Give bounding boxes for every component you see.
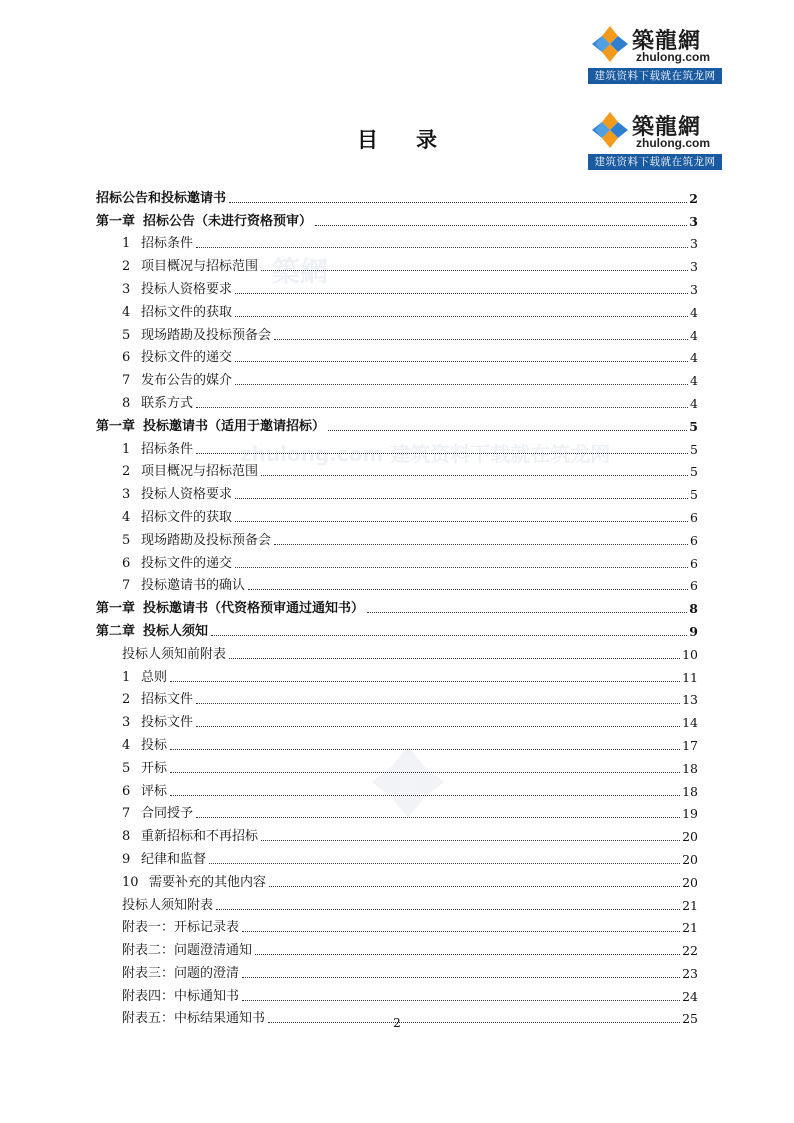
toc-entry-number: 4 [122, 304, 131, 320]
page-number: 2 [393, 1016, 401, 1030]
toc-entry-title: 投标邀请书（代资格预审通过通知书） [143, 601, 365, 617]
toc-entry-number: 9 [122, 851, 131, 867]
toc-page-number: 20 [682, 829, 698, 845]
toc-entry-title: 需要补充的其他内容 [149, 874, 267, 890]
toc-dot-leader [211, 634, 687, 636]
toc-entry-title: 附表四：中标通知书 [122, 988, 240, 1004]
toc-entry-number: 3 [122, 281, 131, 297]
logo-domain: zhulong.com [636, 50, 710, 64]
toc-entry[interactable] [96, 777, 698, 800]
toc-entry-title: 项目概况与招标范围 [141, 464, 259, 480]
toc-entry-title: 招标文件 [141, 692, 194, 708]
toc-chapter-entry[interactable] [96, 617, 698, 640]
toc-dot-leader [261, 474, 688, 476]
toc-entry[interactable] [96, 366, 698, 389]
toc-page-number: 5 [690, 441, 698, 457]
toc-dot-leader [170, 680, 680, 682]
toc-entry-number: 3 [122, 487, 131, 503]
toc-entry-title: 招标文件的获取 [141, 509, 233, 525]
toc-entry-number: 第二章 [96, 623, 136, 639]
toc-dot-leader [196, 702, 680, 704]
toc-entry-number: 4 [122, 509, 131, 525]
toc-dot-leader [235, 315, 688, 317]
toc-entry[interactable] [96, 252, 698, 275]
toc-page-number: 4 [690, 350, 698, 366]
toc-entry-title: 纪律和监督 [141, 851, 207, 867]
toc-entry[interactable] [96, 321, 698, 344]
toc-entry[interactable] [96, 708, 698, 731]
toc-entry-title: 投标文件的递交 [141, 555, 233, 571]
toc-entry-title: 现场踏勘及投标预备会 [141, 532, 272, 548]
toc-dot-leader [274, 338, 688, 340]
logo-brand: 築龍網 [632, 114, 702, 140]
toc-entry-title: 总则 [141, 669, 168, 685]
logo-brand: 築龍網 [632, 28, 702, 54]
toc-page-number: 11 [682, 669, 698, 685]
toc-page-number: 18 [682, 783, 698, 799]
toc-dot-leader [269, 885, 680, 887]
toc-entry-title: 附表三：问题的澄清 [122, 965, 240, 981]
toc-entry-title: 开标 [141, 760, 168, 776]
pinwheel-logo-icon [590, 24, 630, 64]
toc-dot-leader [248, 588, 688, 590]
toc-dot-leader [235, 566, 688, 568]
toc-page-number: 8 [689, 601, 698, 617]
toc-page-number: 18 [682, 760, 698, 776]
toc-entry-title: 评标 [141, 783, 168, 799]
toc-entry[interactable] [96, 298, 698, 321]
toc-entry-title: 附表五：中标结果通知书 [122, 1011, 266, 1027]
toc-entry-number: 1 [122, 441, 131, 457]
toc-dot-leader [235, 292, 688, 294]
toc-page-number: 17 [682, 737, 698, 753]
toc-page-number: 21 [682, 897, 698, 913]
toc-dot-leader [255, 953, 680, 955]
toc-entry-number: 6 [122, 350, 131, 366]
toc-entry-number: 7 [122, 806, 131, 822]
toc-entry-number: 1 [122, 669, 131, 685]
toc-entry-number: 6 [122, 555, 131, 571]
toc-dot-leader [229, 657, 680, 659]
toc-entry-title: 投标文件的递交 [141, 350, 233, 366]
toc-entry-number: 6 [122, 783, 131, 799]
toc-entry-title: 联系方式 [141, 395, 194, 411]
toc-entry-number: 10 [122, 874, 139, 890]
toc-entry-title: 投标 [141, 737, 168, 753]
toc-page-number: 3 [690, 236, 698, 252]
toc-entry[interactable] [96, 663, 698, 686]
toc-entry[interactable] [96, 389, 698, 412]
toc-entry[interactable] [96, 959, 698, 982]
toc-dot-leader [170, 794, 680, 796]
toc-entry-number: 第一章 [96, 601, 136, 617]
toc-dot-leader [242, 976, 680, 978]
toc-page-number: 9 [689, 623, 698, 639]
toc-entry[interactable] [96, 435, 698, 458]
toc-entry[interactable] [96, 845, 698, 868]
toc-entry-title: 发布公告的媒介 [141, 373, 233, 389]
toc-dot-leader [274, 543, 688, 545]
toc-dot-leader [196, 406, 688, 408]
toc-entry-number: 5 [122, 760, 131, 776]
toc-entry-number: 5 [122, 532, 131, 548]
toc-entry[interactable] [96, 686, 698, 709]
toc-entry-number: 第一章 [96, 418, 136, 434]
toc-entry[interactable] [96, 822, 698, 845]
toc-dot-leader [216, 908, 680, 910]
toc-entry-title: 附表二：问题澄清通知 [122, 943, 253, 959]
toc-page-number: 4 [690, 304, 698, 320]
toc-dot-leader [261, 269, 688, 271]
toc-entry-title: 投标邀请书的确认 [141, 578, 246, 594]
zhulong-logo [588, 22, 722, 84]
toc-page-number: 21 [682, 920, 698, 936]
toc-chapter-entry[interactable] [96, 412, 698, 435]
toc-entry-title: 投标人须知前附表 [122, 646, 227, 662]
toc-page-number: 6 [690, 509, 698, 525]
toc-page-number: 4 [690, 373, 698, 389]
toc-page-number: 19 [682, 806, 698, 822]
toc-page-number: 4 [690, 327, 698, 343]
toc-entry[interactable] [96, 800, 698, 823]
watermark-wide: zhulong.com 建筑资料下载就在筑龙网 [240, 442, 611, 466]
toc-entry-title: 招标文件的获取 [141, 304, 233, 320]
toc-entry-number: 5 [122, 327, 131, 343]
toc-entry[interactable] [96, 868, 698, 891]
toc-dot-leader [367, 611, 687, 613]
toc-entry-title: 重新招标和不再招标 [141, 829, 259, 845]
toc-page-number: 20 [682, 851, 698, 867]
toc-dot-leader [242, 999, 680, 1001]
toc-dot-leader [235, 520, 688, 522]
toc-entry[interactable] [96, 275, 698, 298]
toc-page-number: 22 [682, 943, 698, 959]
table-of-contents [96, 184, 698, 1027]
toc-entry[interactable] [96, 754, 698, 777]
toc-page-number: 20 [682, 874, 698, 890]
toc-entry-title: 附表一：开标记录表 [122, 920, 240, 936]
toc-page-number: 4 [690, 395, 698, 411]
page-title [0, 124, 794, 154]
toc-entry-number: 第一章 [96, 213, 136, 229]
logo-domain: zhulong.com [636, 136, 710, 150]
toc-entry-number: 3 [122, 715, 131, 731]
toc-entry[interactable] [96, 914, 698, 937]
toc-entry-title: 投标人资格要求 [141, 281, 233, 297]
toc-entry-title: 投标人须知 [143, 623, 209, 639]
toc-entry[interactable] [96, 458, 698, 481]
toc-entry-number: 8 [122, 829, 131, 845]
toc-page-number: 24 [682, 988, 698, 1004]
toc-page-number: 14 [682, 715, 698, 731]
toc-dot-leader [229, 201, 687, 203]
toc-entry-title: 投标文件 [141, 715, 194, 731]
toc-dot-leader [196, 452, 688, 454]
toc-dot-leader [170, 748, 680, 750]
toc-entry-title: 合同授予 [141, 806, 194, 822]
toc-entry-number: 7 [122, 578, 131, 594]
toc-entry-number: 1 [122, 236, 131, 252]
toc-entry[interactable] [96, 549, 698, 572]
toc-entry[interactable] [96, 230, 698, 253]
toc-dot-leader [196, 246, 688, 248]
toc-entry[interactable] [96, 982, 698, 1005]
toc-page-number: 5 [690, 464, 698, 480]
toc-chapter-entry[interactable] [96, 184, 698, 207]
toc-entry-title: 项目概况与招标范围 [141, 259, 259, 275]
toc-entry-number: 2 [122, 464, 131, 480]
toc-chapter-entry[interactable] [96, 594, 698, 617]
toc-entry[interactable] [96, 344, 698, 367]
toc-chapter-entry[interactable] [96, 207, 698, 230]
toc-dot-leader [235, 383, 688, 385]
toc-entry-number: 7 [122, 373, 131, 389]
toc-entry-title: 投标人须知附表 [122, 897, 214, 913]
toc-entry[interactable] [96, 526, 698, 549]
toc-dot-leader [209, 862, 680, 864]
toc-page-number: 23 [682, 965, 698, 981]
toc-dot-leader [315, 224, 687, 226]
watermark-small: 築網 [272, 255, 329, 288]
toc-entry-number: 8 [122, 395, 131, 411]
toc-dot-leader [242, 930, 680, 932]
toc-page-number: 6 [690, 555, 698, 571]
title-char-2: 录 [416, 128, 437, 152]
toc-page-number: 5 [689, 418, 698, 434]
toc-page-number: 6 [690, 578, 698, 594]
toc-entry-number: 2 [122, 259, 131, 275]
toc-page-number: 5 [690, 487, 698, 503]
logo-slogan: 建筑资料下载就在筑龙网 [588, 154, 722, 170]
toc-entry[interactable] [96, 572, 698, 595]
toc-dot-leader [170, 771, 680, 773]
toc-entry[interactable] [96, 891, 698, 914]
toc-dot-leader [196, 816, 680, 818]
toc-dot-leader [328, 429, 687, 431]
toc-entry-title: 招标公告和投标邀请书 [96, 190, 227, 206]
toc-entry[interactable] [96, 503, 698, 526]
logo-slogan: 建筑资料下载就在筑龙网 [588, 68, 722, 84]
toc-dot-leader [235, 360, 688, 362]
toc-page-number: 3 [690, 259, 698, 275]
toc-page-number: 3 [690, 281, 698, 297]
toc-entry-title: 招标条件 [141, 441, 194, 457]
toc-entry-number: 4 [122, 737, 131, 753]
toc-entry-title: 投标邀请书（适用于邀请招标） [143, 418, 326, 434]
toc-dot-leader [196, 725, 680, 727]
toc-dot-leader [235, 497, 688, 499]
toc-entry-title: 投标人资格要求 [141, 487, 233, 503]
toc-page-number: 6 [690, 532, 698, 548]
toc-page-number: 10 [682, 646, 698, 662]
toc-page-number: 2 [689, 190, 698, 206]
toc-entry-title: 招标公告（未进行资格预审） [143, 213, 313, 229]
title-char-1: 目 [357, 128, 378, 152]
toc-entry-title: 招标条件 [141, 236, 194, 252]
toc-page-number: 13 [682, 692, 698, 708]
toc-entry[interactable] [96, 480, 698, 503]
toc-dot-leader [261, 839, 680, 841]
toc-entry-number: 2 [122, 692, 131, 708]
toc-page-number: 25 [682, 1011, 698, 1027]
toc-entry[interactable] [96, 936, 698, 959]
toc-entry-title: 现场踏勘及投标预备会 [141, 327, 272, 343]
toc-entry[interactable] [96, 731, 698, 754]
toc-page-number: 3 [689, 213, 698, 229]
toc-entry[interactable] [96, 640, 698, 663]
